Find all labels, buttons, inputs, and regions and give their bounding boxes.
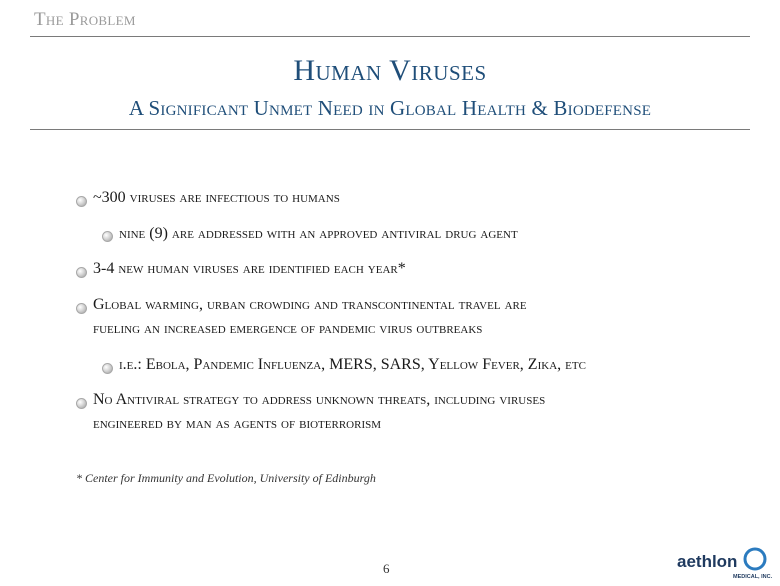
bullet-dot — [76, 196, 87, 207]
bullet-item: Global warming, urban crowding and transcontinental travel are — [93, 296, 527, 313]
bullet-dot — [76, 267, 87, 278]
bullet-item: i.e.: Ebola, Pandemic Influenza, MERS, SARS, Yellow Fever, Zika, etc — [119, 356, 586, 373]
bullet-dot — [76, 303, 87, 314]
logo-brand: aethlon — [677, 552, 738, 571]
header-divider — [30, 36, 750, 37]
footnote: * Center for Immunity and Evolution, University of Edinburgh — [76, 471, 376, 485]
bullet-dot — [102, 231, 113, 242]
section-label: The Problem — [34, 9, 136, 30]
bullet-item: nine (9) are addressed with an approved antiviral drug agent — [119, 225, 518, 242]
aethlon-logo-graphic — [675, 545, 775, 581]
company-logo — [675, 545, 775, 581]
bullet-item: No Antiviral strategy to address unknown threats, including viruses — [93, 391, 546, 408]
bullet-dot — [76, 398, 87, 409]
bullet-item-continuation: fueling an increased emergence of pandemic virus outbreaks — [93, 320, 483, 337]
slide-title: Human Viruses — [293, 54, 487, 87]
bullet-item: 3-4 new human viruses are identified each year* — [93, 260, 406, 277]
logo-tagline: MEDICAL, INC. — [733, 574, 773, 580]
bullet-dot — [102, 363, 113, 374]
slide-subtitle: A Significant Unmet Need in Global Health & Biodefense — [128, 96, 652, 120]
bullet-item-continuation: engineered by man as agents of bioterrorism — [93, 415, 382, 432]
bullet-item: ~300 viruses are infectious to humans — [93, 189, 340, 206]
title-divider — [30, 129, 750, 130]
page-number: 6 — [383, 561, 390, 576]
